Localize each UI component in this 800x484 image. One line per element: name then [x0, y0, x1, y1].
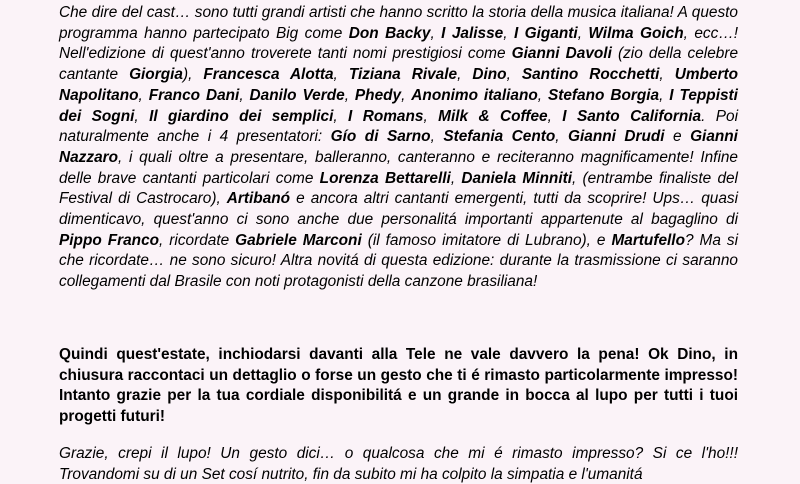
paragraph-text: ,	[457, 66, 473, 84]
artist-name: Gabriele Marconi	[235, 231, 362, 249]
paragraph-text: ,	[430, 128, 444, 146]
paragraph-text: ,	[577, 24, 589, 42]
paragraph-text: , i quali oltre a presentare, balleranno, canteranno e reciteranno magnificamente! Infine delle brave cantanti particolari come	[59, 148, 738, 187]
paragraph-text: ),	[182, 66, 204, 84]
paragraph-text: ,	[344, 86, 355, 104]
paragraph-text: e ancora altri cantanti emergenti, tutti da scoprire! Ups… quasi dimenticavo, quest'anno ci sono anche due personalitá importanti appartenute al bagaglino di	[59, 190, 738, 229]
paragraph-text: ,	[450, 169, 462, 187]
artist-name: I Jalisse	[441, 24, 504, 42]
paragraph-text: e	[664, 128, 691, 146]
artist-name: Gianni Davoli	[511, 45, 612, 63]
artist-name: Lorenza Bettarelli	[319, 169, 451, 187]
paragraph-text: Che dire del cast… sono tutti grandi artisti che hanno scritto la storia della musica italiana! A questo programma hanno partecipato Big come	[59, 4, 738, 42]
paragraph-text: , ecc…! Nell'edizione di quest'anno troverete tanti nomi prestigiosi come	[59, 24, 738, 63]
artist-name: Anonimo italiano	[411, 86, 538, 104]
paragraph-text: ,	[401, 86, 412, 104]
cast-paragraph	[59, 3, 738, 293]
artist-name: Stefania Cento	[443, 128, 556, 146]
paragraph-text: ,	[659, 66, 675, 84]
paragraph-text: ,	[503, 24, 514, 42]
artist-name: Pippo Franco	[59, 231, 160, 249]
artist-name: Francesca Alotta	[203, 66, 334, 84]
artist-name: I Giganti	[513, 24, 578, 42]
paragraph-text: ,	[537, 86, 548, 104]
artist-name: I Teppisti dei Sogni	[59, 86, 738, 125]
paragraph-text: ,	[555, 128, 569, 146]
artist-name: Milk & Coffee	[438, 107, 548, 125]
artist-name: I Santo California	[562, 107, 702, 125]
artist-name: Artibanó	[226, 190, 291, 208]
artist-name: Tiziana Rivale	[348, 66, 458, 84]
paragraph-text: ? Ma si che ricordate… ne sono sicuro! Altra novitá di questa edizione: durante la trasmissione ci saranno collegamenti dal Brasile con noti protagonisti della canzone brasiliana!	[59, 231, 738, 291]
paragraph-text: (il famoso imitatore di Lubrano), e	[361, 231, 612, 249]
artist-name: Gianni Nazzaro	[59, 128, 738, 166]
artist-name: Stefano Borgia	[547, 86, 660, 104]
paragraph-text: , ricordate	[159, 231, 236, 249]
interview-question-paragraph: Quindi quest'estate, inchiodarsi davanti alla Tele ne vale davvero la pena! Ok Dino, in chiusura raccontaci un dettaglio o forse un gesto che ti é rimasto particolarmente impresso! Intanto grazie per la tua cordiale disponibilitá e un grande in bocca al lupo per tutti i tuoi progetti futuri!	[59, 346, 738, 426]
artist-name: Dino	[472, 66, 507, 84]
artist-name: Don Backy	[348, 24, 431, 42]
paragraph-text: ,	[333, 66, 349, 84]
paragraph-text: ,	[333, 107, 349, 125]
artist-name: Gío di Sarno	[330, 128, 431, 146]
artist-name: Umberto Napolitano	[59, 66, 738, 104]
paragraph-text: ,	[134, 107, 150, 125]
paragraph-text: ,	[506, 66, 522, 84]
paragraph-text: ,	[659, 86, 670, 104]
paragraph-text: , (entrambe finaliste del Festival di Castrocaro),	[59, 169, 738, 208]
answer-paragraph: Grazie, crepi il lupo! Un gesto dici… o qualcosa che mi é rimasto impresso? Si ce l'ho!!! Trovandomi su di un Set cosí nutrito, fin da subito mi ha colpito la simpatia e l'umanitá	[59, 445, 738, 483]
paragraph-text: ,	[239, 86, 250, 104]
artist-name: Santino Rocchetti	[521, 66, 660, 84]
artist-name: Gianni Drudi	[568, 128, 665, 146]
paragraph-text: ,	[547, 107, 563, 125]
paragraph-text: ,	[423, 107, 439, 125]
artist-name: Il giardino dei semplici	[149, 107, 334, 125]
artist-name: Wilma Goich	[588, 24, 684, 42]
artist-name: Franco Dani	[148, 86, 240, 104]
artist-name: Martufello	[611, 231, 685, 249]
paragraph-text: (zio della celebre cantante	[59, 45, 739, 84]
artist-name: I Romans	[348, 107, 424, 125]
paragraph-text: . Poi naturalmente anche i 4 presentatori:	[59, 107, 739, 146]
artist-name: Danilo Verde	[249, 86, 345, 104]
artist-name: Daniela Minniti	[461, 169, 572, 187]
paragraph-text: ,	[430, 24, 442, 42]
artist-name: Giorgia	[129, 66, 183, 84]
artist-name: Phedy	[354, 86, 402, 104]
paragraph-text: ,	[138, 86, 149, 104]
